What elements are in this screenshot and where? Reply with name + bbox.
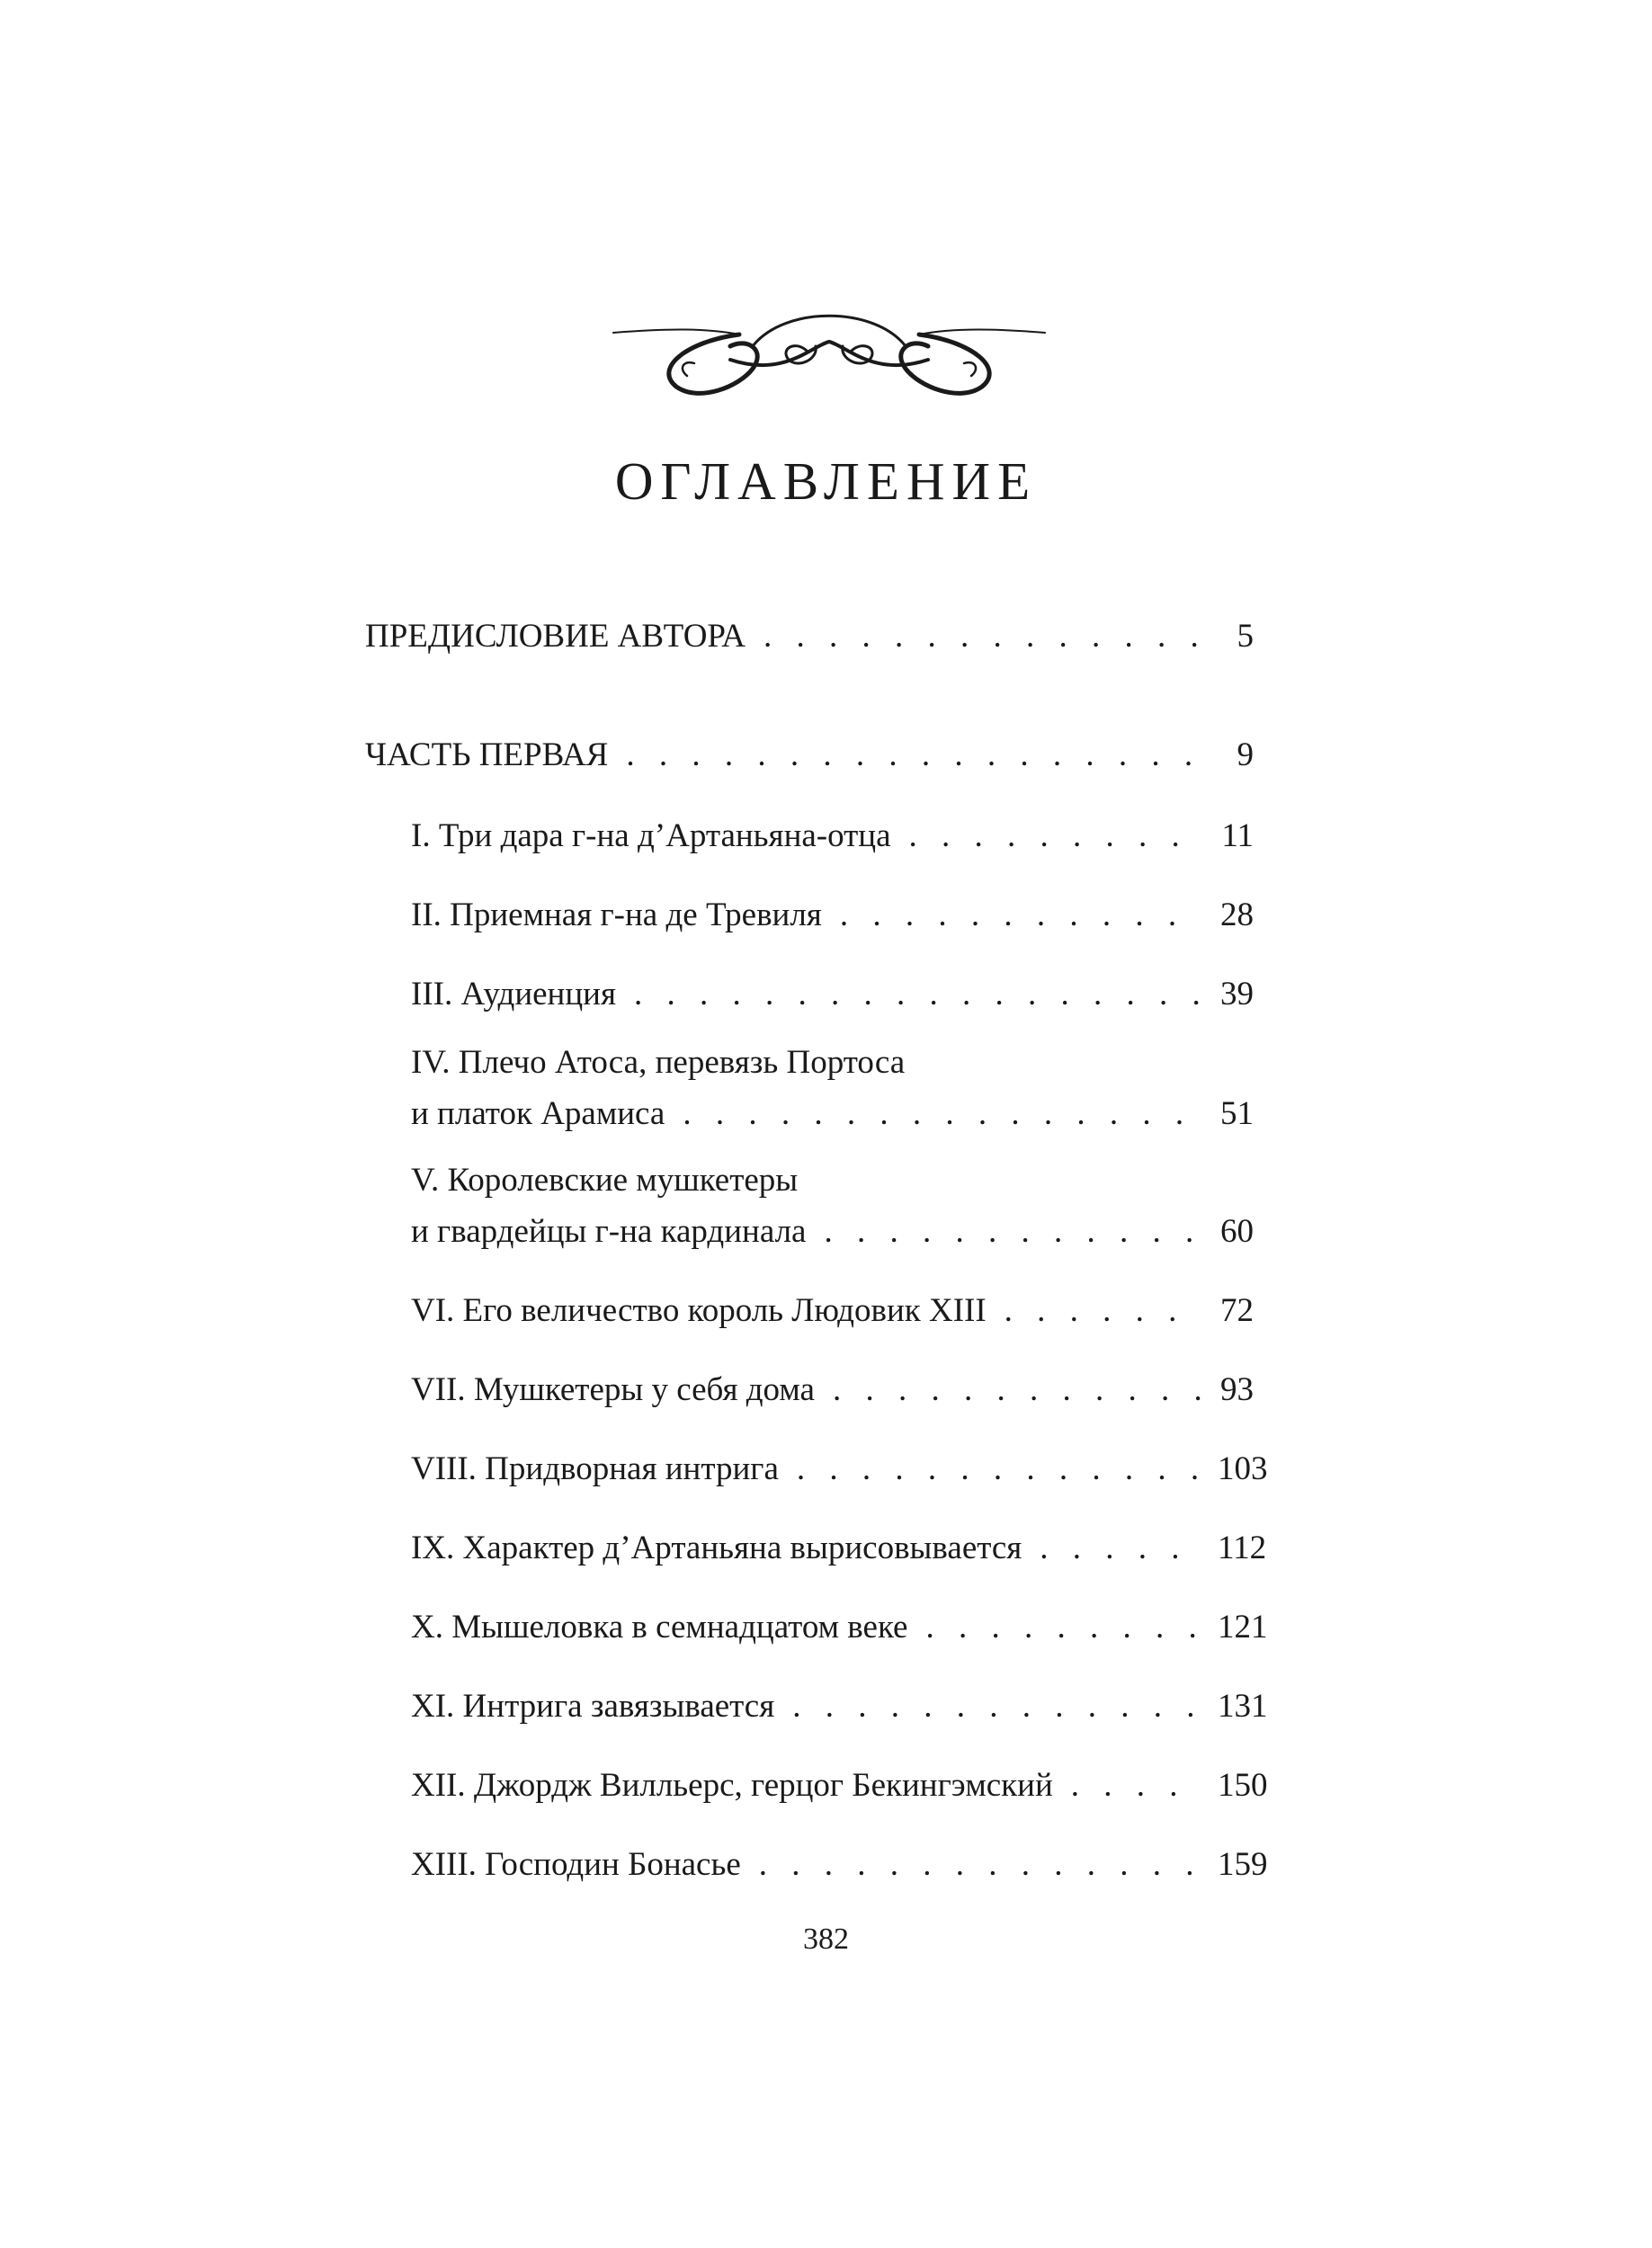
dot-leader [797, 1447, 1201, 1492]
toc-entry-page: 103 [1218, 1450, 1268, 1487]
dot-leader [1005, 1289, 1201, 1334]
toc-entry-page: 159 [1218, 1846, 1268, 1883]
toc-entry-chapter[interactable] [411, 1368, 1254, 1413]
toc-entry-page: 28 [1220, 897, 1254, 933]
toc-entry-chapter[interactable] [411, 1526, 1267, 1571]
toc-entry-preface[interactable] [365, 614, 1254, 659]
toc-entry-label: VIII. Придворная интрига [411, 1450, 779, 1487]
toc-entry-chapter[interactable] [411, 1289, 1254, 1334]
toc-entry-page: 9 [1237, 736, 1254, 773]
dot-leader [763, 614, 1201, 659]
toc-entry-page: 112 [1218, 1530, 1267, 1566]
toc-entry-page: 5 [1237, 618, 1254, 655]
dot-leader [683, 1092, 1201, 1137]
toc-entry-chapter[interactable] [411, 1447, 1268, 1492]
toc-entry-chapter[interactable] [411, 1684, 1268, 1729]
toc-entry-chapter[interactable] [411, 893, 1254, 938]
toc-entry-label: III. Аудиенция [411, 976, 616, 1012]
toc-entry-chapter[interactable] [411, 1044, 1254, 1137]
toc-entry-page: 11 [1221, 817, 1254, 854]
toc-entry-label: ЧАСТЬ ПЕРВАЯ [365, 736, 609, 773]
toc-entry-chapter[interactable] [411, 1842, 1268, 1887]
toc-entry-chapter[interactable] [411, 1605, 1268, 1650]
dot-leader [626, 733, 1201, 778]
toc-entry-chapter[interactable] [411, 972, 1254, 1017]
toc-entry-label: X. Мышеловка в семнадцатом веке [411, 1609, 908, 1646]
toc-entry-label-line1: V. Королевские мушкетеры [411, 1162, 799, 1199]
toc-entry-chapter[interactable] [411, 814, 1254, 859]
toc-entry-label: XII. Джордж Вилльерс, герцог Бекингэмский [411, 1767, 1053, 1804]
page-title: ОГЛАВЛЕНИЕ [614, 451, 1038, 511]
toc-entry-page: 150 [1218, 1767, 1268, 1804]
toc-entry-label: II. Приемная г-на де Тревиля [411, 897, 822, 933]
toc-entry-label: XI. Интрига завязывается [411, 1688, 775, 1725]
dot-leader [824, 1209, 1201, 1254]
page-number: 382 [803, 1922, 849, 1956]
toc-entry-label: ПРЕДИСЛОВИЕ АВТОРА [365, 618, 746, 655]
dot-leader [792, 1684, 1201, 1729]
toc-entry-page: 93 [1220, 1371, 1254, 1408]
toc-entry-page: 131 [1218, 1688, 1268, 1725]
toc-entry-chapter[interactable] [411, 1763, 1268, 1808]
dot-leader [634, 972, 1201, 1017]
toc-entry-chapter[interactable] [411, 1162, 1254, 1254]
toc-entry-label: I. Три дара г-на д’Артаньяна-отца [411, 817, 891, 854]
dot-leader [833, 1368, 1201, 1413]
dot-leader [759, 1842, 1201, 1887]
dot-leader [1040, 1526, 1201, 1571]
dot-leader [925, 1605, 1201, 1650]
toc-entry-label: IX. Характер д’Артаньяна вырисовывается [411, 1530, 1022, 1566]
toc-entry-label: XIII. Господин Бонасье [411, 1846, 741, 1883]
toc-entry-page: 60 [1220, 1213, 1254, 1250]
dot-leader [1071, 1763, 1201, 1808]
flourish-ornament-icon [604, 297, 1054, 405]
dot-leader [840, 893, 1201, 938]
toc-entry-label: и гвардейцы г-на кардинала [411, 1213, 807, 1250]
toc-entry-page: 121 [1218, 1609, 1268, 1646]
toc-entry-page: 51 [1220, 1095, 1254, 1132]
toc-entry-label-line1: IV. Плечо Атоса, перевязь Портоса [411, 1044, 906, 1081]
toc-entry-label: VII. Мушкетеры у себя дома [411, 1371, 815, 1408]
toc-entry-part[interactable] [365, 733, 1254, 778]
toc-entry-page: 72 [1220, 1292, 1254, 1329]
toc-entry-label: VI. Его величество король Людовик XIII [411, 1292, 987, 1329]
toc-entry-label: и платок Арамиса [411, 1095, 665, 1132]
dot-leader [909, 814, 1201, 859]
toc-entry-page: 39 [1220, 976, 1254, 1012]
